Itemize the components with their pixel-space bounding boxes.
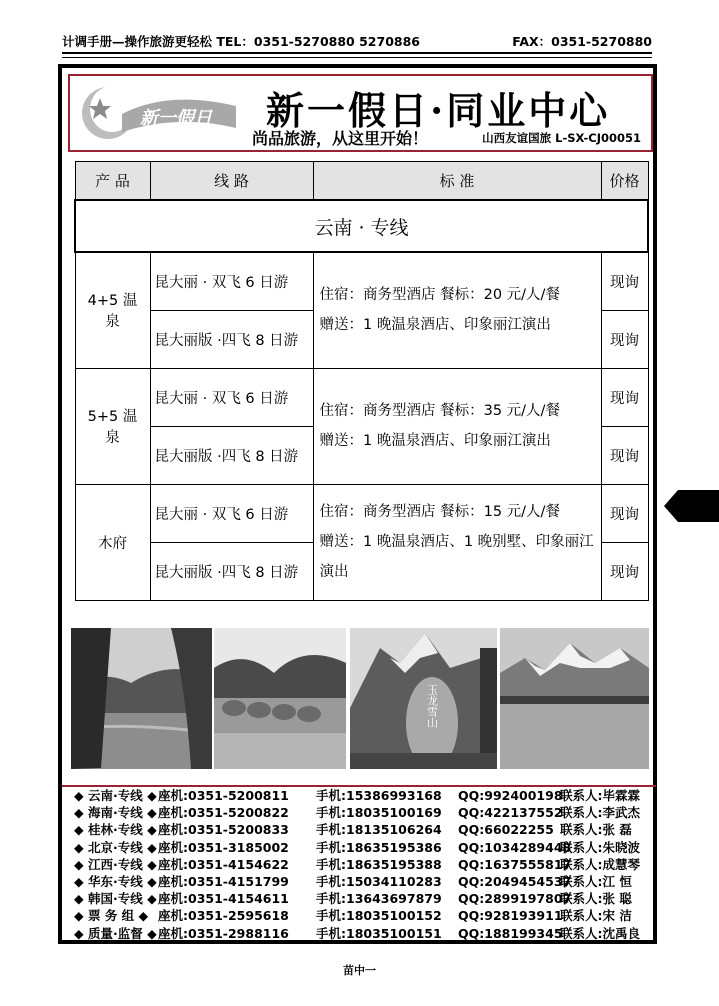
contact-line: ◆ 海南·专线 ◆	[74, 805, 157, 821]
contact-qq: QQ:992400198	[458, 788, 563, 803]
contact-line: ◆ 票 务 组 ◆	[74, 908, 149, 924]
table-row	[75, 252, 648, 310]
contact-line: ◆ 北京·专线 ◆	[74, 839, 157, 855]
route-cell: 昆大丽版 ·四飞 8 日游	[150, 310, 313, 368]
standard-accommodation: 住宿：商务型酒店 餐标：15 元/人/餐	[319, 504, 560, 520]
list-item	[74, 925, 654, 942]
contact-person: 联系人:李武杰	[560, 805, 640, 821]
product-cell: 4+5 温泉	[75, 252, 150, 368]
table-header-row	[75, 162, 648, 201]
contact-qq: QQ:1034289448	[458, 839, 572, 855]
standard-cell	[313, 368, 601, 484]
brand-logo	[78, 84, 238, 142]
header-line	[62, 32, 652, 52]
contact-line: ◆ 韩国·专线 ◆	[74, 891, 157, 907]
standard-gift: 赠送：1 晚温泉酒店、1 晚别墅、印象丽江演出	[319, 534, 594, 580]
standard-gift: 赠送：1 晚温泉酒店、印象丽江演出	[319, 433, 551, 449]
contact-person: 联系人:宋 洁	[560, 908, 632, 924]
contact-mobile: 手机:18035100169	[316, 805, 442, 821]
contact-qq: QQ:422137552	[458, 805, 563, 821]
header-tel: 计调手册—操作旅游更轻松 TEL：0351-5270880 5270886	[62, 34, 420, 49]
logo-text: 新一假日	[140, 108, 212, 129]
list-item	[74, 856, 654, 873]
banner	[68, 74, 653, 152]
photo-strip	[71, 628, 649, 769]
header-rule-thin	[62, 57, 652, 58]
photo-garden	[214, 628, 346, 769]
contact-person: 联系人:成慧琴	[560, 856, 640, 872]
price-cell: 现询	[601, 252, 648, 310]
contact-qq: QQ:1637555817	[458, 856, 572, 872]
photo-snow-meadow	[500, 628, 649, 769]
list-item	[74, 839, 654, 856]
contact-person: 联系人:沈禹良	[560, 925, 640, 941]
contact-landline: 座机:0351-3185002	[158, 839, 289, 855]
contact-line: ◆ 桂林·专线 ◆	[74, 822, 157, 838]
standard-cell	[313, 252, 601, 368]
contact-line: ◆ 华东·专线 ◆	[74, 873, 157, 889]
contact-qq: QQ:2899197807	[458, 891, 572, 907]
logo-graphic	[78, 84, 238, 142]
header-standard: 标 准	[313, 162, 601, 201]
contact-list	[74, 787, 654, 942]
contact-qq: QQ:66022255	[458, 822, 554, 838]
contact-mobile: 手机:18135106264	[316, 822, 442, 838]
page-footer: 苗中一	[343, 964, 376, 977]
contact-landline: 座机:0351-5200811	[158, 788, 289, 803]
contact-mobile: 手机:18635195388	[316, 856, 442, 872]
side-tab-marker	[664, 490, 719, 522]
route-table	[74, 161, 649, 601]
route-cell: 昆大丽 · 双飞 6 日游	[150, 252, 313, 310]
contact-qq: QQ:188199345	[458, 925, 563, 941]
route-cell: 昆大丽 · 双飞 6 日游	[150, 368, 313, 426]
banner-title: 新一假日·同业中心	[266, 88, 611, 133]
price-cell: 现询	[601, 542, 648, 600]
price-cell: 现询	[601, 368, 648, 426]
contact-landline: 座机:0351-2595618	[158, 908, 289, 924]
contact-mobile: 手机:13643697879	[316, 891, 442, 907]
contact-person: 联系人:张 聪	[560, 891, 632, 907]
route-cell: 昆大丽 · 双飞 6 日游	[150, 484, 313, 542]
banner-license: 山西友谊国旅 L-SX-CJ00051	[482, 131, 641, 145]
table-row	[75, 368, 648, 426]
standard-cell	[313, 484, 601, 600]
contact-mobile: 手机:18035100152	[316, 908, 442, 924]
header-price: 价格	[601, 162, 648, 201]
contact-qq: QQ:2049454537	[458, 873, 572, 889]
contact-landline: 座机:0351-5200833	[158, 822, 289, 838]
header-route: 线 路	[150, 162, 313, 201]
route-cell: 昆大丽版 ·四飞 8 日游	[150, 426, 313, 484]
price-cell: 现询	[601, 426, 648, 484]
standard-accommodation: 住宿：商务型酒店 餐标：35 元/人/餐	[319, 403, 560, 419]
standard-accommodation: 住宿：商务型酒店 餐标：20 元/人/餐	[319, 287, 560, 304]
contact-line: ◆ 质量·监督 ◆	[74, 925, 157, 941]
contact-landline: 座机:0351-2988116	[158, 925, 289, 941]
header-product: 产 品	[75, 162, 150, 201]
list-item	[74, 890, 654, 907]
photo-snow-mountain-stone	[350, 628, 497, 769]
contact-qq: QQ:928193911	[458, 908, 563, 924]
contact-line: ◆ 江西·专线 ◆	[74, 856, 157, 872]
photo-lake	[71, 628, 212, 769]
list-item	[74, 787, 654, 804]
price-cell: 现询	[601, 310, 648, 368]
contact-person: 联系人:张 磊	[560, 822, 632, 838]
contact-mobile: 手机:15034110283	[316, 873, 442, 889]
table-caption: 云南 · 专线	[75, 200, 648, 252]
contact-mobile: 手机:18635195386	[316, 839, 442, 855]
product-cell: 木府	[75, 484, 150, 600]
contact-line: ◆ 云南·专线 ◆	[74, 788, 157, 803]
banner-slogan: 尚品旅游，从这里开始！	[252, 129, 429, 148]
list-item	[74, 873, 654, 890]
stone-inscription: 玉龙雪山	[425, 684, 439, 728]
route-cell: 昆大丽版 ·四飞 8 日游	[150, 542, 313, 600]
product-cell: 5+5 温泉	[75, 368, 150, 484]
contact-person: 联系人:江 恒	[560, 873, 632, 889]
list-item	[74, 907, 654, 924]
price-cell: 现询	[601, 484, 648, 542]
contact-mobile: 手机:15386993168	[316, 788, 442, 803]
header-rule	[62, 52, 652, 54]
standard-gift: 赠送：1 晚温泉酒店、印象丽江演出	[319, 317, 551, 334]
contact-person: 联系人:朱晓波	[560, 839, 640, 855]
contact-landline: 座机:0351-4151799	[158, 873, 289, 889]
list-item	[74, 804, 654, 821]
contact-person: 联系人:毕霖霖	[560, 788, 640, 803]
table-row	[75, 484, 648, 542]
contact-mobile: 手机:18035100151	[316, 925, 442, 941]
list-item	[74, 821, 654, 838]
header-fax: FAX：0351-5270880	[512, 34, 652, 49]
contact-landline: 座机:0351-4154611	[158, 891, 289, 907]
contact-landline: 座机:0351-5200822	[158, 805, 289, 821]
contact-landline: 座机:0351-4154622	[158, 856, 289, 872]
